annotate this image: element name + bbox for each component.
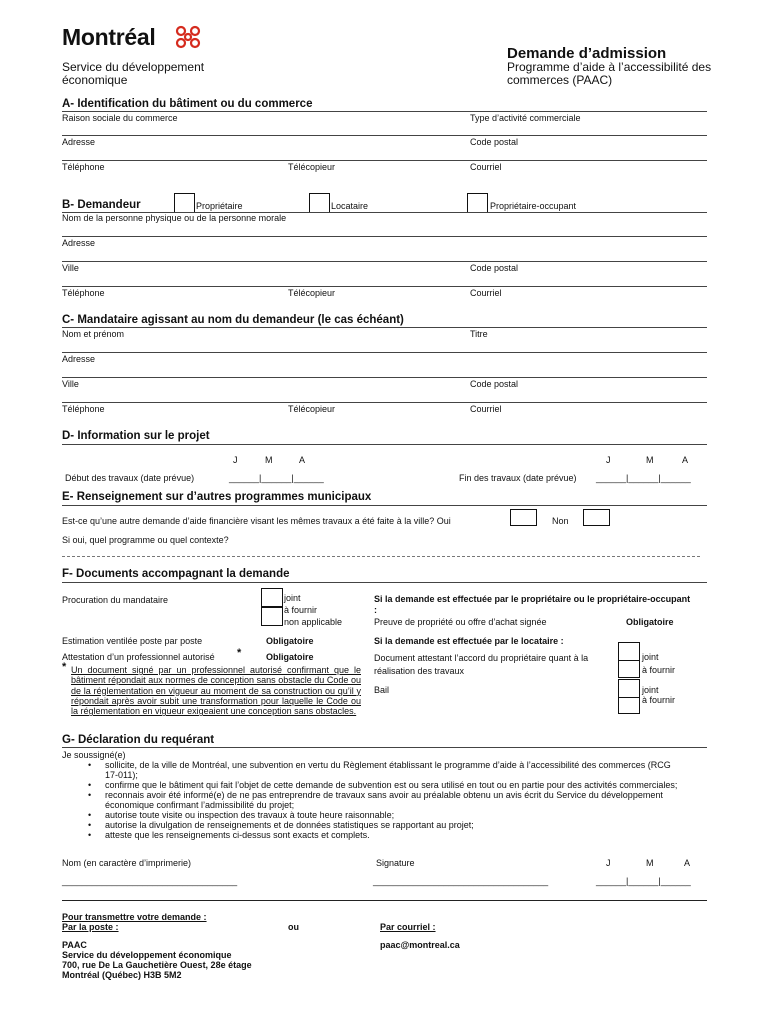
declaration-item: • confirme que le bâtiment qui fait l’objet de cette demande de subvention est ou sera utilisé en tout ou en partie pour des activités commerciales; [75,780,685,790]
ou-label: ou [288,922,299,932]
procuration-joint-checkbox[interactable] [261,588,283,607]
estimation-label: Estimation ventilée poste par poste [62,636,203,646]
type-activite-label: Type d’activité commerciale [470,113,581,123]
declaration-item: • atteste que les renseignements ci-dessus sont exacts et complets. [75,830,685,840]
debut-a: A [299,455,306,465]
c-titre-label: Titre [470,329,488,339]
debut-travaux-label: Début des travaux (date prévue) [65,473,195,483]
transmettre-label: Pour transmettre votre demande : [62,912,207,922]
telecopieur-label: Télécopieur [288,162,336,172]
program-name: Programme d’aide à l’accessibilité des commerces (PAAC) [507,60,712,87]
nom-imprimerie-label: Nom (en caractère d’imprimerie) [62,858,192,868]
proprietaire-checkbox[interactable] [174,193,195,213]
bail-joint-label: joint [642,685,659,695]
procuration-non-applicable-label: non applicable [284,617,343,627]
fin-travaux-date[interactable]: ______|______|______ [596,473,691,483]
bail-a-fournir-checkbox[interactable] [618,697,640,714]
par-poste-label: Par la poste : [62,922,119,932]
service-name: Service du développement économique [62,60,205,87]
address-service: Service du développement économique [62,950,232,960]
locataire-label: Locataire [331,201,369,211]
proprietaire-label: Propriétaire [196,201,243,211]
debut-travaux-date[interactable]: ______|______|______ [229,473,324,483]
sig-a: A [684,858,691,868]
estimation-obligatoire: Obligatoire [266,636,314,646]
b-ville-label: Ville [62,263,79,273]
preuve-propriete-label: Preuve de propriété ou offre d’achat signée [374,617,547,627]
attestation-label: Attestation d’un professionnel autorisé [62,652,215,662]
montreal-rosette-icon [172,24,204,50]
accord-joint-label: joint [642,652,659,662]
oui-checkbox[interactable] [510,509,537,526]
logo-wordmark: Montréal [62,24,156,50]
code-postal-label: Code postal [470,137,519,147]
b-courriel-label: Courriel [470,288,502,298]
si-locataire-header: Si la demande est effectuée par le locataire : [374,636,564,646]
signature-field[interactable]: ___________________________________ [373,876,549,886]
b-adresse-label: Adresse [62,238,96,248]
declaration-item: • sollicite, de la ville de Montréal, une subvention en vertu du Règlement établissant le programme d’aide à l’accessibilité des commerces (RCG 17-011); [75,760,685,780]
c-code-postal-label: Code postal [470,379,519,389]
raison-sociale-label: Raison sociale du commerce [62,113,178,123]
fin-m: M [646,455,654,465]
c-telephone-label: Téléphone [62,404,105,414]
fin-j: J [606,455,611,465]
procuration-label: Procuration du mandataire [62,595,169,605]
c-nom-prenom-label: Nom et prénom [62,329,125,339]
c-telecopieur-label: Télécopieur [288,404,336,414]
locataire-checkbox[interactable] [309,193,330,213]
declaration-item: • reconnais avoir été informé(e) de ne pas entreprendre de travaux sans avoir au préalable obtenu un avis écrit du Service du développement économique confirmant l’admissibilité du projet; [75,790,685,810]
section-d-title: D- Information sur le projet [62,430,210,442]
non-label: Non [552,516,569,526]
procuration-a-fournir-label: à fournir [284,605,318,615]
accord-a-fournir-checkbox[interactable] [618,660,640,678]
nom-field[interactable]: ___________________________________ [62,876,238,886]
attestation-asterisk: * [237,647,242,659]
section-f-title: F- Documents accompagnant la demande [62,568,290,580]
document-attestant-label: Document attestant l’accord du propriétaire quant à la réalisation des travaux [374,653,589,676]
c-ville-label: Ville [62,379,79,389]
fin-a: A [682,455,689,465]
attestation-obligatoire: Obligatoire [266,652,314,662]
si-oui-label: Si oui, quel programme ou quel contexte? [62,535,229,545]
b-telecopieur-label: Télécopieur [288,288,336,298]
debut-j: J [233,455,238,465]
c-courriel-label: Courriel [470,404,502,414]
fin-travaux-label: Fin des travaux (date prévue) [459,473,577,483]
debut-m: M [265,455,273,465]
bail-joint-checkbox[interactable] [618,679,640,698]
note-asterisk: * [62,661,67,673]
autre-demande-question: Est-ce qu’une autre demande d’aide financière visant les mêmes travaux a été faite à la ville? Oui [62,516,451,526]
nom-personne-label: Nom de la personne physique ou de la personne morale [62,213,287,223]
bail-label: Bail [374,685,390,695]
c-adresse-label: Adresse [62,354,96,364]
paac-email[interactable]: paac@montreal.ca [380,940,460,950]
accord-joint-checkbox[interactable] [618,642,640,661]
city-logo [62,24,155,52]
address-rue: 700, rue De La Gauchetière Ouest, 28e étage [62,960,252,970]
section-e-title: E- Renseignement sur d’autres programmes municipaux [62,491,372,503]
declaration-item: • autorise toute visite ou inspection des travaux à toute heure raisonnable; [75,810,685,820]
signature-date-field[interactable]: ______|______|______ [596,876,691,886]
proprietaire-occupant-checkbox[interactable] [467,193,488,213]
telephone-label: Téléphone [62,162,105,172]
proprietaire-occupant-label: Propriétaire-occupant [490,201,577,211]
je-soussigne: Je soussigné(e) [62,750,126,760]
form-title: Demande d’admission [507,45,667,62]
adresse-label: Adresse [62,137,96,147]
section-g-title: G- Déclaration du requérant [62,734,215,746]
declaration-list [75,760,685,840]
b-telephone-label: Téléphone [62,288,105,298]
section-b-title: B- Demandeur [62,199,141,211]
sig-j: J [606,858,611,868]
attestation-note: Un document signé par un professionnel autorisé confirmant que le bâtiment répondait aux normes de conception sans obstacle du Code ou de la réglementation en vigueur au moment de sa construction ou qu’il y répondait après avoir subit une transformation pour laquelle le Code ou la réglementation en vigueur exigeaient une conception sans obstacles. [71,665,361,717]
section-a-title: A- Identification du bâtiment ou du commerce [62,98,313,110]
address-paac: PAAC [62,940,87,950]
procuration-non-applicable-checkbox[interactable] [261,607,283,626]
b-code-postal-label: Code postal [470,263,519,273]
preuve-obligatoire: Obligatoire [626,617,674,627]
courriel-label: Courriel [470,162,502,172]
procuration-joint-label: joint [284,593,301,603]
bail-a-fournir-label: à fournir [642,695,676,705]
section-c-title: C- Mandataire agissant au nom du demandeur (le cas échéant) [62,314,404,326]
address-ville: Montréal (Québec) H3B 5M2 [62,970,182,980]
si-proprietaire-header: Si la demande est effectuée par le propriétaire ou le propriétaire-occupant : [374,594,691,615]
par-courriel-label: Par courriel : [380,922,436,932]
signature-label: Signature [376,858,415,868]
accord-a-fournir-label: à fournir [642,665,676,675]
declaration-item: • autorise la divulgation de renseignements et de données statistiques se rapportant au projet; [75,820,685,830]
sig-m: M [646,858,654,868]
non-checkbox[interactable] [583,509,610,526]
